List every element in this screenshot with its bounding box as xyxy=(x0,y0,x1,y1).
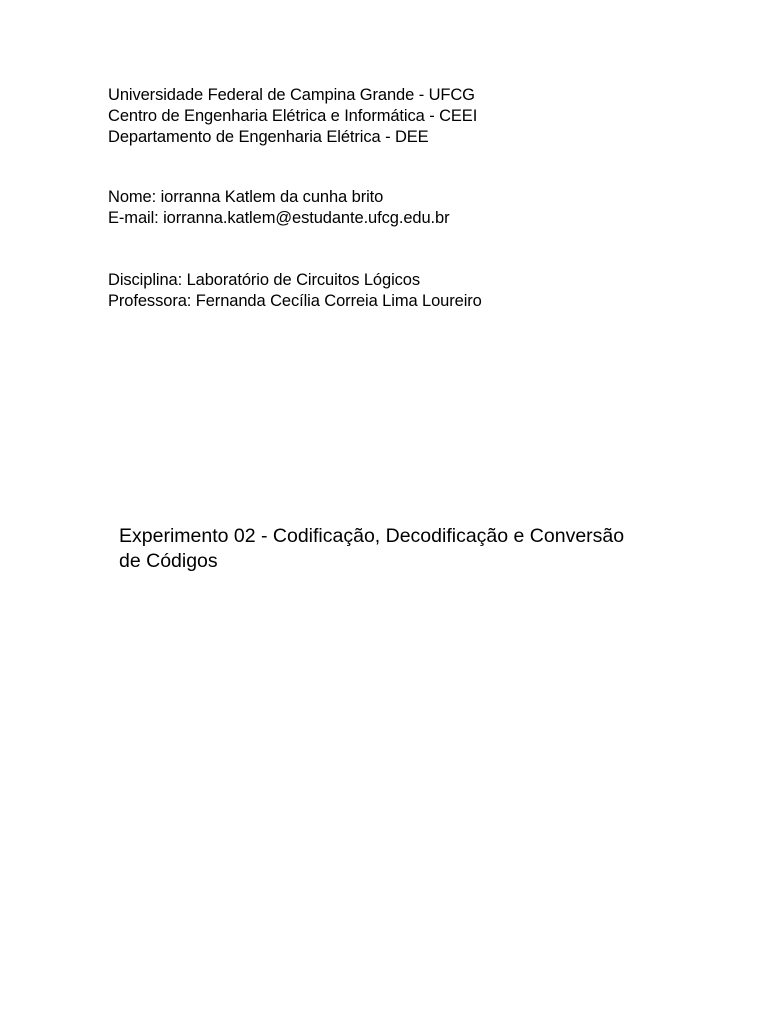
author-email: E-mail: iorranna.katlem@estudante.ufcg.edu.br xyxy=(108,209,450,227)
experiment-title xyxy=(119,524,679,574)
experiment-title-line-1: Experimento 02 - Codificação, Decodificação e Conversão xyxy=(119,525,625,547)
author-name: Nome: iorranna Katlem da cunha brito xyxy=(108,188,384,206)
experiment-title-line-2: de Códigos xyxy=(119,550,218,572)
discipline: Disciplina: Laboratório de Circuitos Lógicos xyxy=(108,271,421,289)
professor: Professora: Fernanda Cecília Correia Lima Loureiro xyxy=(108,292,482,310)
author-info xyxy=(108,187,450,229)
university-name: Universidade Federal de Campina Grande - UFCG xyxy=(108,86,475,104)
department-name: Departamento de Engenharia Elétrica - DEE xyxy=(108,128,429,146)
center-name: Centro de Engenharia Elétrica e Informática - CEEI xyxy=(108,107,478,125)
course-info xyxy=(108,270,482,312)
institution-header xyxy=(108,85,477,148)
